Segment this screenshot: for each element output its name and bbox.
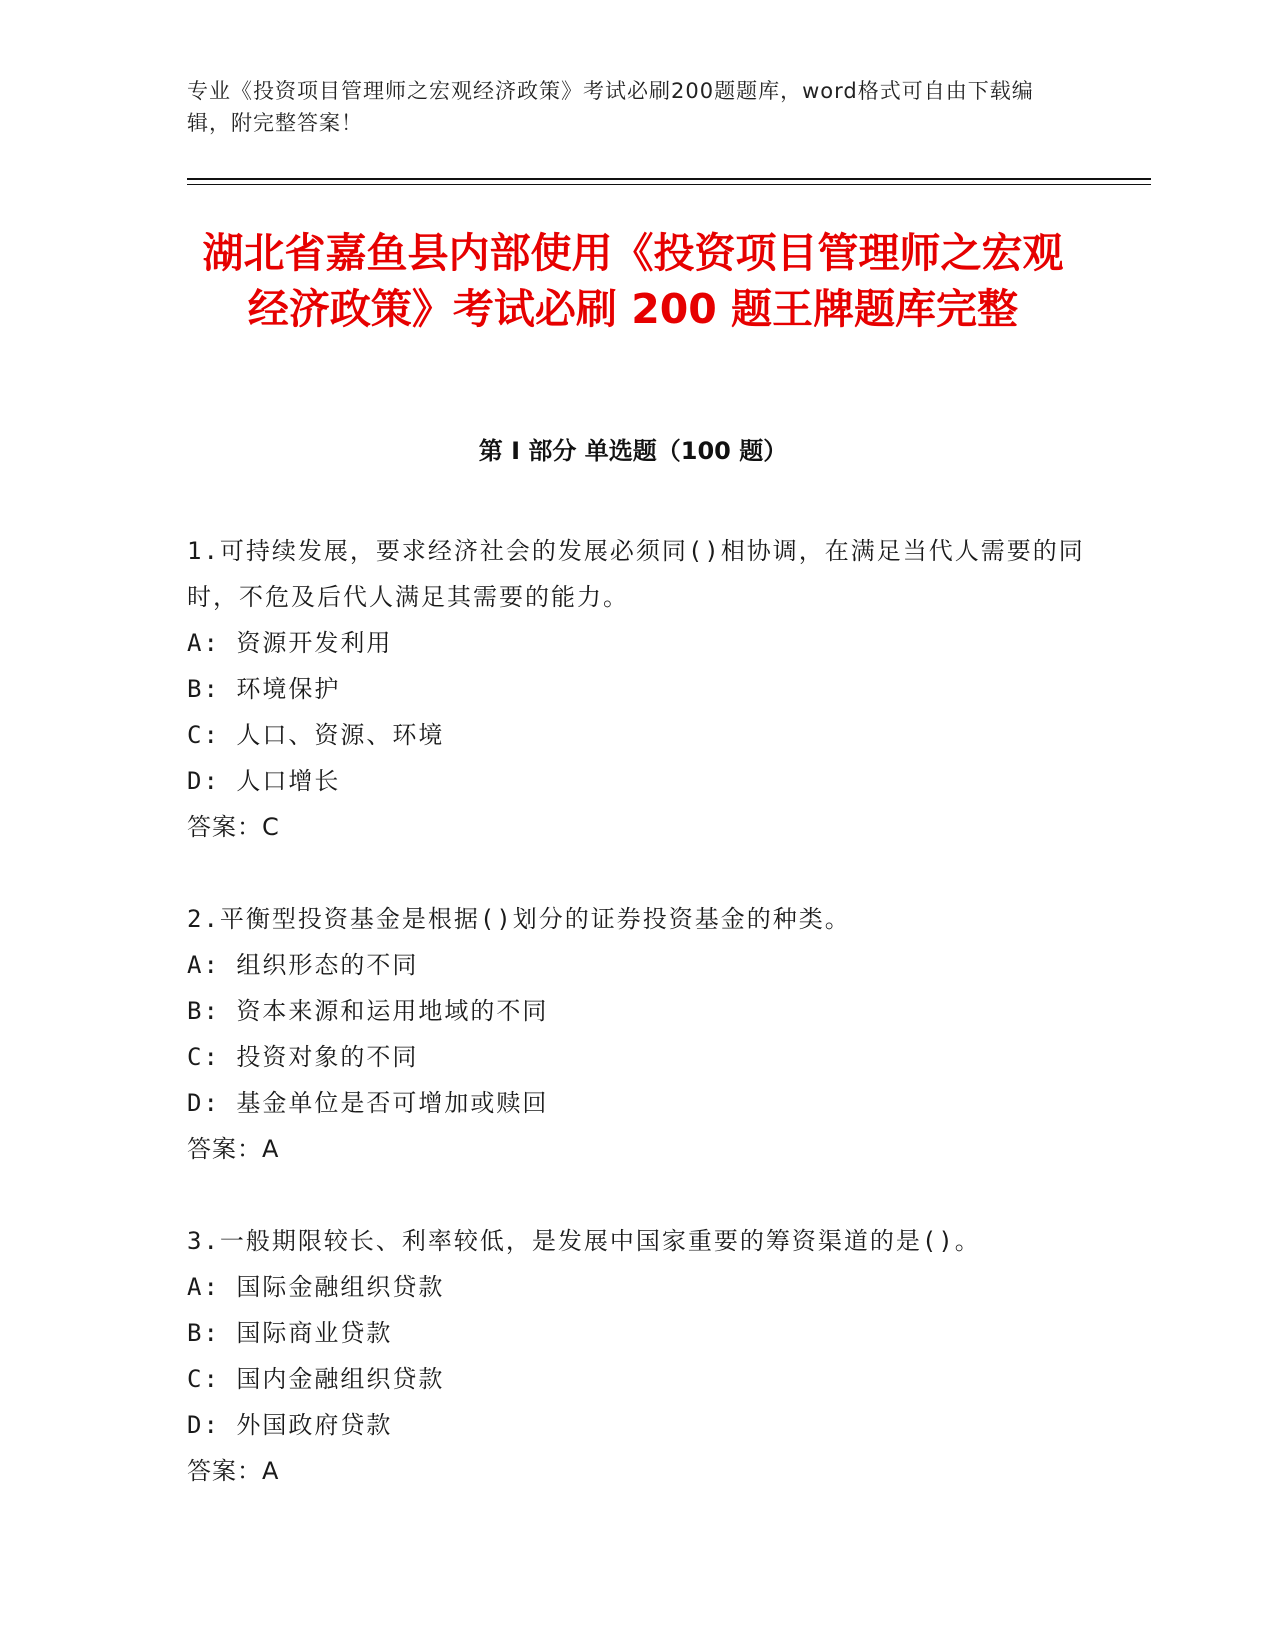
option-d: D: 外国政府贷款 [187,1411,393,1439]
answer: 答案：A [187,1135,280,1163]
option-b: B: 环境保护 [187,675,341,703]
option-a: A: 资源开发利用 [187,629,393,657]
question-stem: 1.可持续发展，要求经济社会的发展必须同()相协调，在满足当代人需要的同时，不危及后代人满足其需要的能力。 [187,537,1085,611]
question-2 [187,896,1087,1172]
question-stem: 3.一般期限较长、利率较低，是发展中国家重要的筹资渠道的是()。 [187,1227,981,1255]
option-a: A: 组织形态的不同 [187,951,419,979]
option-c: C: 投资对象的不同 [187,1043,419,1071]
option-b: B: 资本来源和运用地域的不同 [187,997,549,1025]
answer: 答案：A [187,1457,280,1485]
answer: 答案：C [187,813,280,841]
option-d: D: 人口增长 [187,767,341,795]
question-3 [187,1218,1087,1494]
question-list [187,528,1087,1540]
option-c: C: 人口、资源、环境 [187,721,445,749]
header-rule-thick [187,178,1151,180]
option-c: C: 国内金融组织贷款 [187,1365,445,1393]
option-b: B: 国际商业贷款 [187,1319,393,1347]
question-1 [187,528,1087,850]
section-heading: 第 I 部分 单选题（100 题） [478,437,788,465]
option-a: A: 国际金融组织贷款 [187,1273,445,1301]
option-d: D: 基金单位是否可增加或赎回 [187,1089,549,1117]
document-title: 湖北省嘉鱼县内部使用《投资项目管理师之宏观经济政策》考试必刷 200 题王牌题库完整 [202,229,1064,333]
question-stem: 2.平衡型投资基金是根据()划分的证券投资基金的种类。 [187,905,851,933]
header-note: 专业《投资项目管理师之宏观经济政策》考试必刷200题题库，word格式可自由下载编辑，附完整答案！ [187,79,1034,135]
header-rule-thin [187,184,1151,185]
